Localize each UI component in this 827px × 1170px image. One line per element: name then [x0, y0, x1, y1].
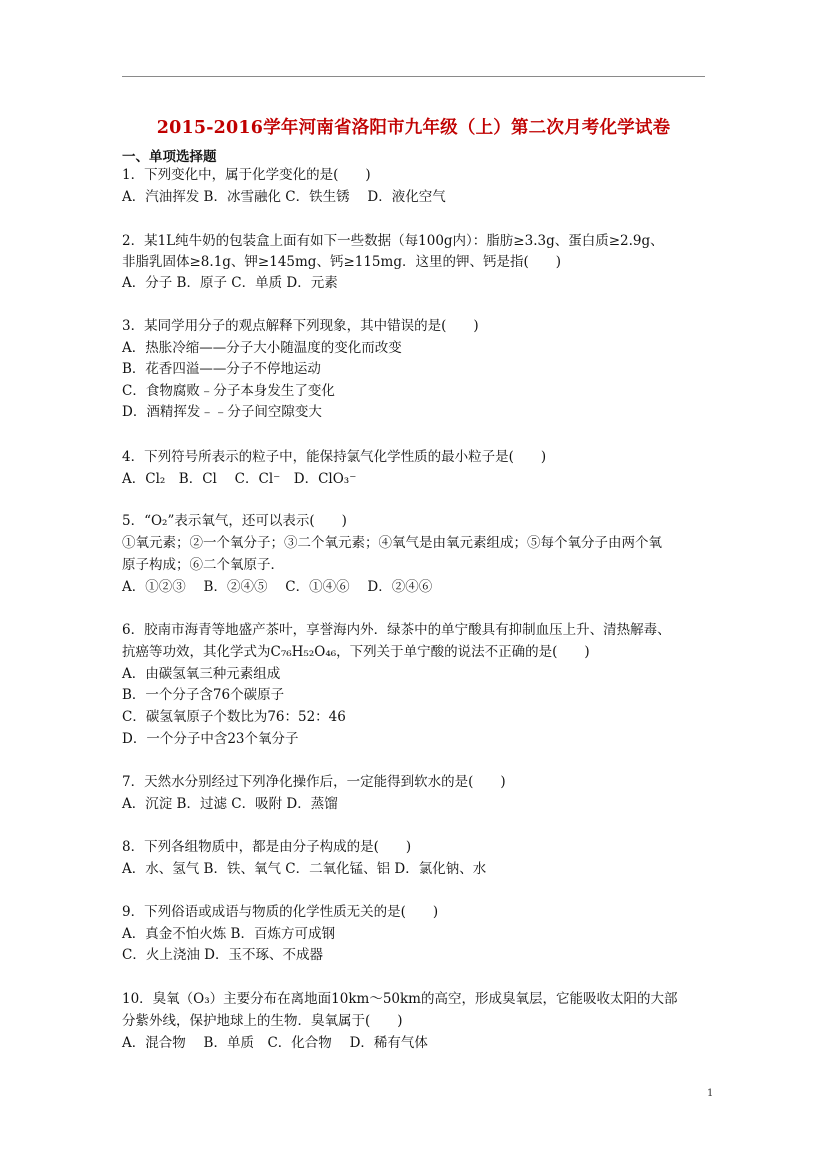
page-title: 2015-2016学年河南省洛阳市九年级（上）第二次月考化学试卷: [156, 118, 671, 138]
page-number: 1: [707, 1088, 714, 1099]
q10-stem-2: 分紫外线，保护地球上的生物．臭氧属于( ): [122, 1013, 403, 1029]
q3-option-a: A．热胀冷缩——分子大小随温度的变化而改变: [122, 340, 402, 356]
q5-options: A．①②③ B．②④⑤ C．①④⑥ D．②④⑥: [122, 579, 433, 595]
q6-option-a: A．由碳氢氧三种元素组成: [122, 666, 281, 682]
q5-statements-1: ①氧元素；②一个氧分子；③二个氧元素；④氧气是由氧元素组成；⑤每个氧分子由两个氧: [122, 535, 662, 551]
q3-stem: 3．某同学用分子的观点解释下列现象，其中错误的是( ): [122, 318, 479, 334]
q8-stem: 8．下列各组物质中，都是由分子构成的是( ): [122, 839, 412, 855]
q5-statements-2: 原子构成；⑥二个氧原子．: [122, 557, 284, 573]
q6-option-b: B．一个分子含76个碳原子: [122, 687, 285, 703]
q5-stem: 5．“O₂”表示氧气，还可以表示( ): [122, 513, 347, 529]
q9-stem: 9．下列俗语或成语与物质的化学性质无关的是( ): [122, 904, 439, 920]
q10-options: A．混合物 B．单质 C．化合物 D．稀有气体: [122, 1035, 428, 1051]
q3-option-b: B．花香四溢——分子不停地运动: [122, 361, 321, 377]
q4-options: A．Cl₂ B．Cl C．Cl⁻ D．ClO₃⁻: [122, 471, 357, 487]
q2-options: A．分子 B．原子 C．单质 D．元素: [122, 275, 338, 291]
q3-option-d: D．酒精挥发﹣﹣分子间空隙变大: [122, 404, 322, 420]
section-heading: 一、单项选择题: [122, 149, 217, 165]
q8-options: A．水、氢气 B．铁、氧气 C．二氧化锰、铝 D．氯化钠、水: [122, 861, 487, 877]
q4-stem: 4．下列符号所表示的粒子中，能保持氯气化学性质的最小粒子是( ): [122, 449, 547, 465]
q2-stem-2: 非脂乳固体≥8.1g、钾≥145mg、钙≥115mg．这里的钾、钙是指( ): [122, 254, 561, 270]
q6-option-d: D．一个分子中含23个氧分子: [122, 731, 299, 747]
q6-stem-2: 抗癌等功效，其化学式为C₇₆H₅₂O₄₆，下列关于单宁酸的说法不正确的是( ): [122, 644, 590, 660]
q3-option-c: C．食物腐败﹣分子本身发生了变化: [122, 383, 335, 399]
header-rule: [122, 76, 705, 77]
q2-stem-1: 2．某1L纯牛奶的包装盒上面有如下一些数据（每100g内）：脂肪≥3.3g、蛋白质≥2.9g、: [122, 233, 664, 249]
q9-options-2: C．火上浇油 D．玉不琢、不成器: [122, 947, 323, 963]
q6-stem-1: 6．胶南市海青等地盛产茶叶，享誉海内外．绿茶中的单宁酸具有抑制血压上升、清热解毒、: [122, 622, 671, 638]
q1-options: A．汽油挥发 B．冰雪融化 C．铁生锈 D．液化空气: [122, 189, 446, 205]
q1-stem: 1．下列变化中，属于化学变化的是( ): [122, 167, 371, 183]
q7-options: A．沉淀 B．过滤 C．吸附 D．蒸馏: [122, 796, 338, 812]
q10-stem-1: 10．臭氧（O₃）主要分布在离地面10km～50km的高空，形成臭氧层，它能吸收太阳的大部: [122, 991, 678, 1007]
q9-options-1: A．真金不怕火炼 B．百炼方可成钢: [122, 926, 335, 942]
q6-option-c: C．碳氢氧原子个数比为76：52：46: [122, 709, 346, 725]
q7-stem: 7．天然水分别经过下列净化操作后，一定能得到软水的是( ): [122, 774, 506, 790]
